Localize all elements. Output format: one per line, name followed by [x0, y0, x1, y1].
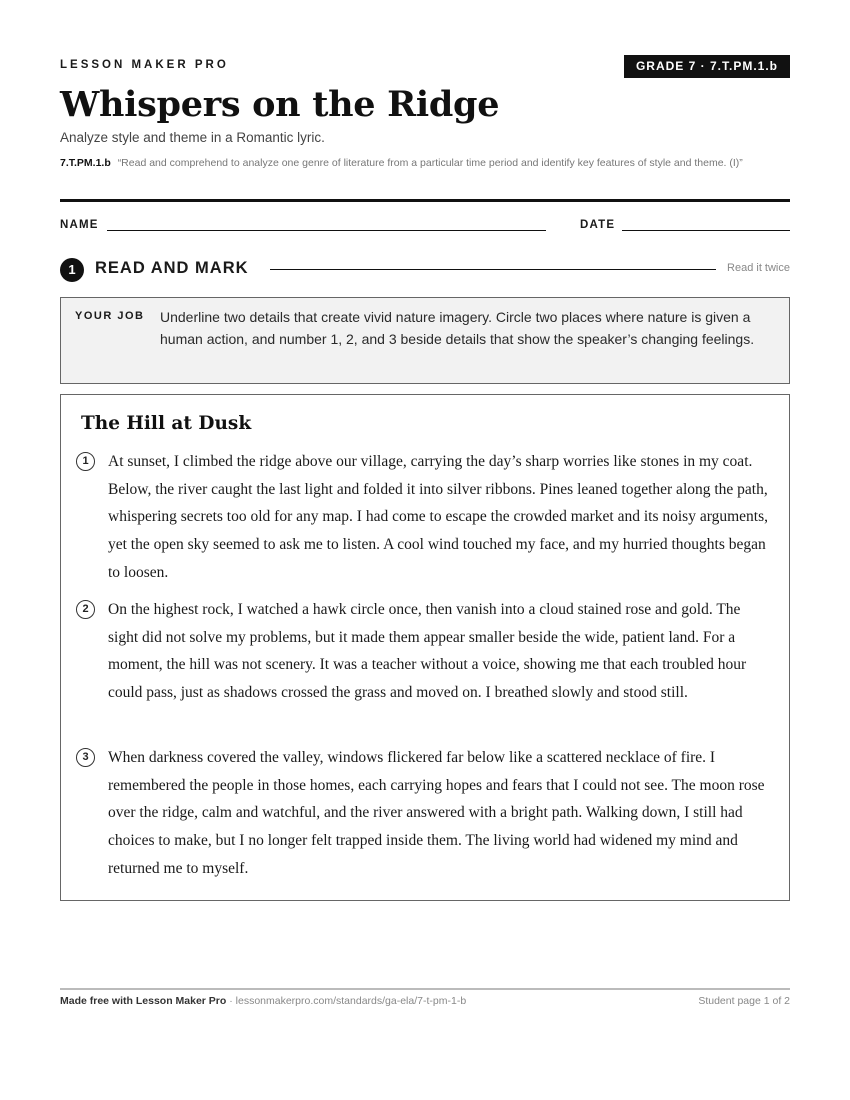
- instructions-label: YOUR JOB: [75, 310, 145, 322]
- standard-description: [60, 155, 790, 172]
- page-footer: [60, 995, 790, 1007]
- footer-credit: Made free with Lesson Maker Pro: [60, 995, 227, 1007]
- standard-code: 7.T.PM.1.b: [60, 157, 111, 169]
- date-field-line[interactable]: [622, 230, 790, 231]
- paragraph-number: 1: [76, 452, 95, 471]
- passage-title: The Hill at Dusk: [81, 413, 252, 434]
- section-header: [60, 257, 790, 283]
- page-indicator: Student page 1 of 2: [698, 995, 790, 1007]
- name-label: NAME: [60, 219, 99, 231]
- header-bar: [60, 55, 790, 81]
- reading-passage-box: [60, 394, 790, 901]
- footer-url[interactable]: · lessonmakerpro.com/standards/ga-ela/7-t-pm-1-b: [226, 995, 467, 1007]
- passage-paragraph: On the highest rock, I watched a hawk circle once, then vanish into a cloud stained rose and gold. The sight did not solve my problems, but it made them appear smaller beside the wide, patient land. For a moment, the hill was not scenery. It was a teacher without a voice, showing me that each troubled hour could pass, just as shadows crossed the grass and moved on. I breathed slowly and stood still.: [108, 601, 747, 702]
- worksheet-subtitle: Analyze style and theme in a Romantic lyric.: [60, 130, 325, 145]
- section-number-badge: 1: [60, 258, 84, 282]
- header-divider: [60, 199, 790, 202]
- passage-paragraph: At sunset, I climbed the ridge above our village, carrying the day’s sharp worries like stones in my coat. Below, the river caught the last light and folded it into silver ribbons. Pines leaned together along the path, whispering secrets too old for any map. I had come to escape the crowded market and its noisy arguments, yet the open sky seemed to ask me to listen. A cool wind touched my face, and my hurried thoughts began to loosen.: [108, 453, 768, 581]
- section-rule: [270, 269, 716, 270]
- grade-badge: GRADE 7 · 7.T.PM.1.b: [624, 55, 790, 78]
- section-note: Read it twice: [727, 262, 790, 274]
- instructions-text: Underline two details that create vivid nature imagery. Circle two places where nature is given a human action, and number 1, 2, and 3 beside details that show the speaker’s changing feelings.: [160, 309, 755, 347]
- date-label: DATE: [580, 219, 616, 231]
- paragraph-number: 3: [76, 748, 95, 767]
- name-date-row: [60, 219, 790, 235]
- standard-text: “Read and comprehend to analyze one genre of literature from a particular time period and identify key features of style and theme. (I)”: [117, 157, 743, 169]
- worksheet-title: Whispers on the Ridge: [60, 84, 500, 125]
- passage-paragraph: When darkness covered the valley, windows flickered far below like a scattered necklace of fire. I remembered the people in those homes, each carrying hopes and fears that I could not see. The moon rose over the ridge, calm and watchful, and the river answered with a bright path. Walking down, I still had choices to make, but I no longer felt trapped inside them. The living world had widened my mind and returned me to myself.: [108, 749, 765, 877]
- brand-name: LESSON MAKER PRO: [60, 59, 229, 71]
- paragraph-number: 2: [76, 600, 95, 619]
- instructions-box: [60, 297, 790, 384]
- footer-divider: [60, 988, 790, 990]
- section-title: READ AND MARK: [95, 259, 249, 277]
- name-field-line[interactable]: [107, 230, 546, 231]
